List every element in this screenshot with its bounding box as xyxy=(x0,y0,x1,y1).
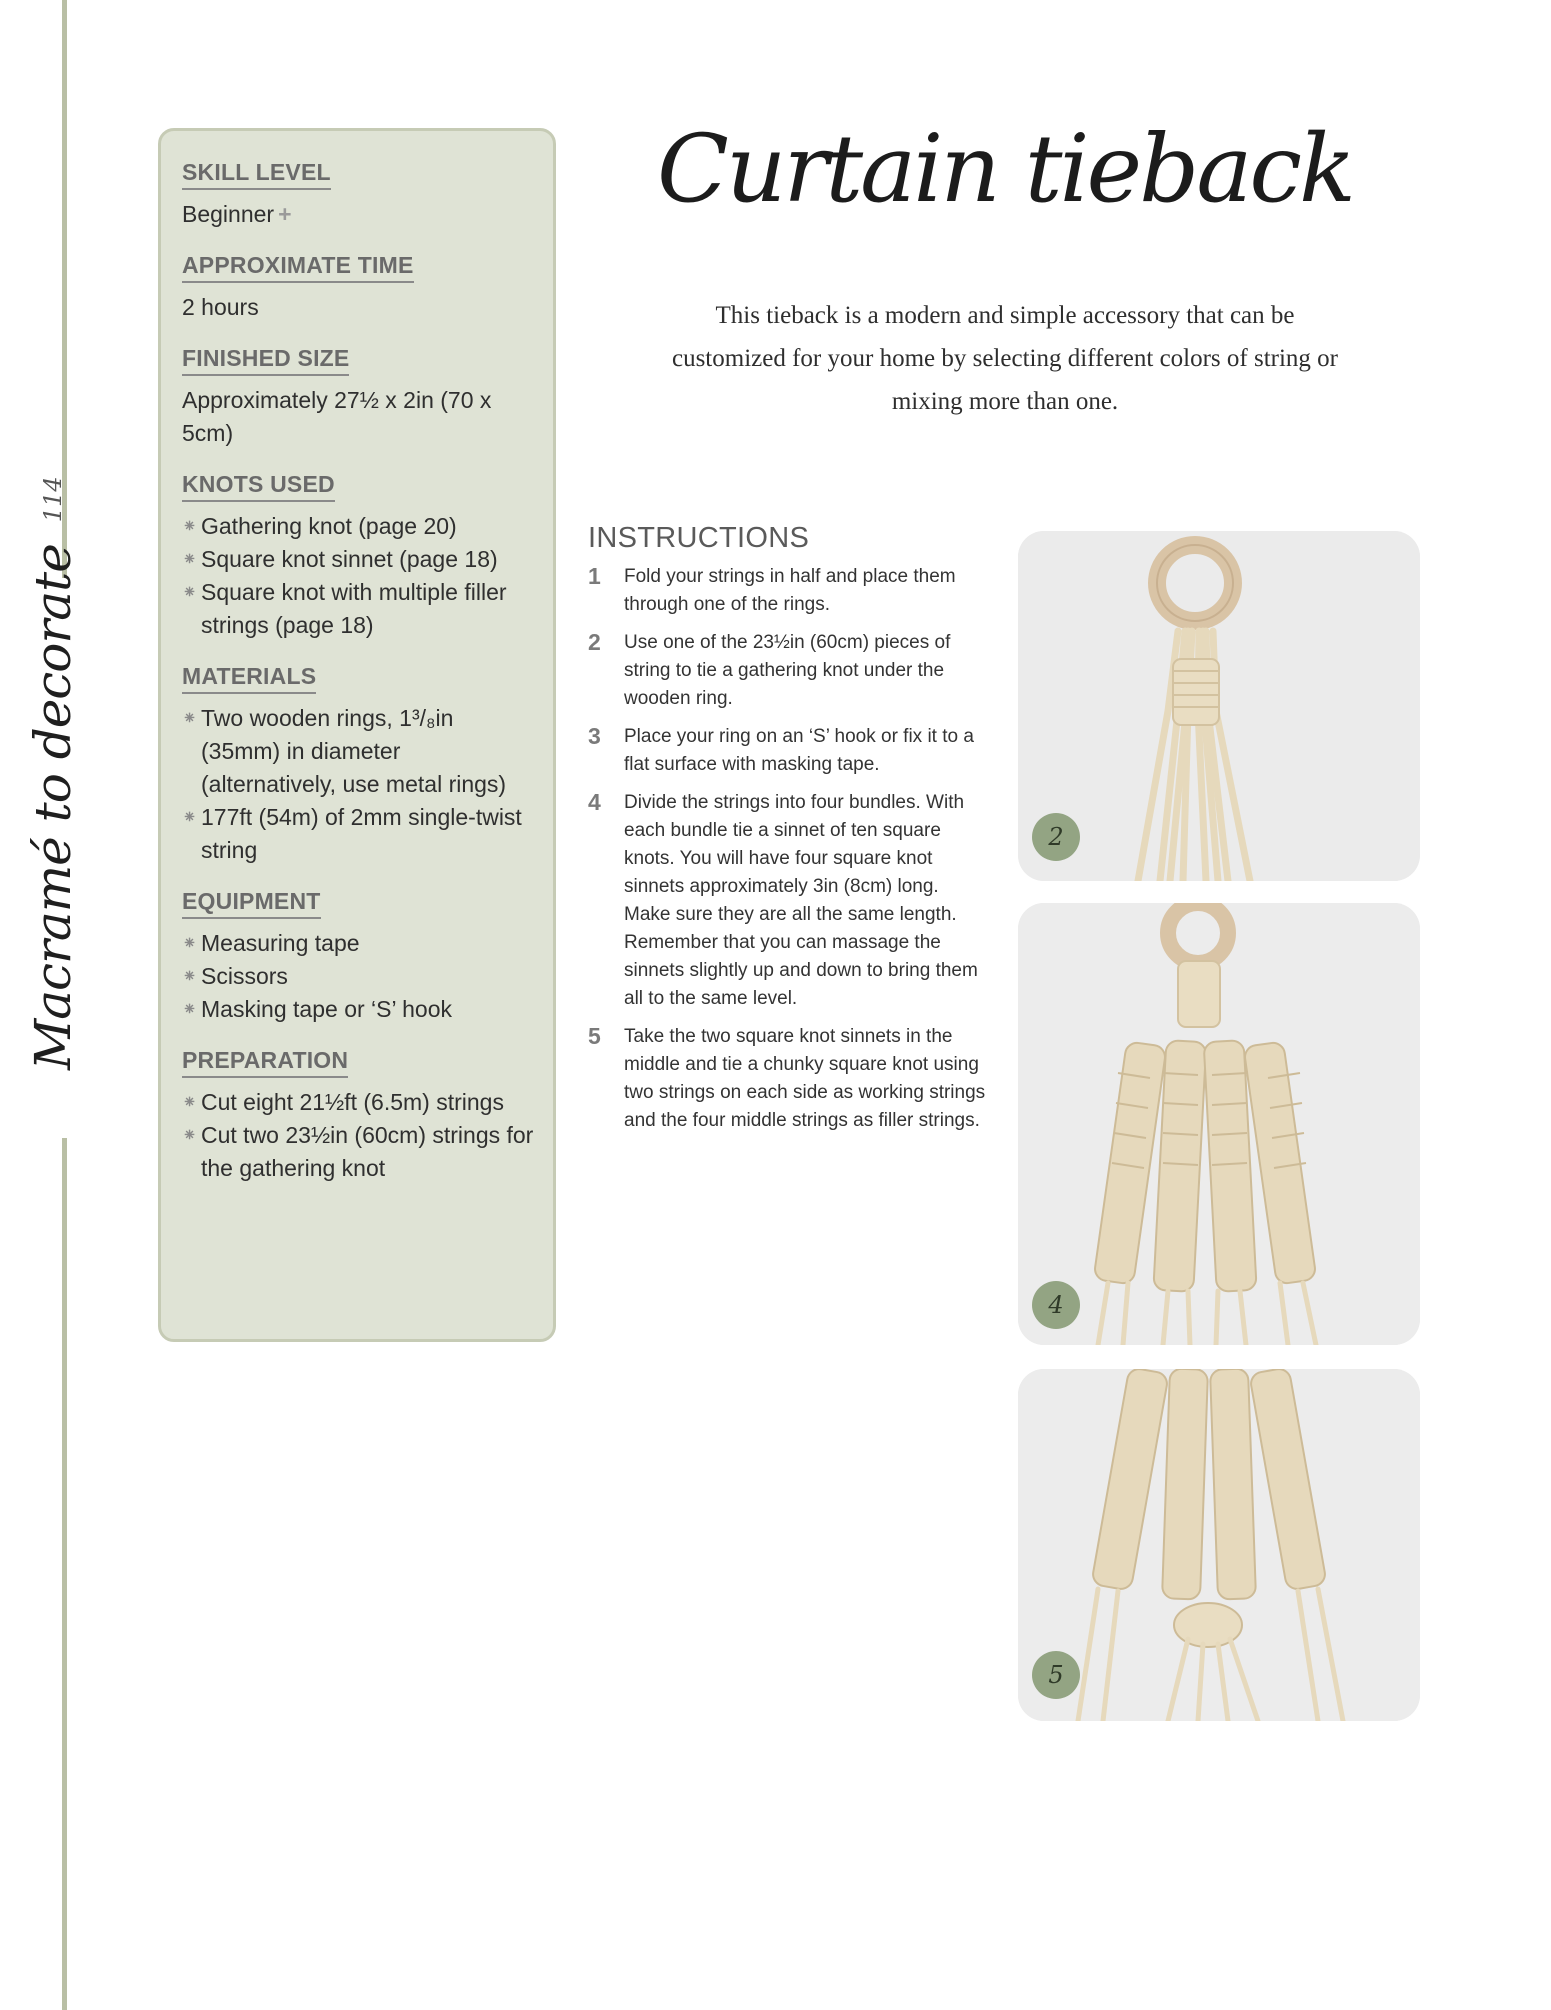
step-text: Take the two square knot sinnets in the middle and tie a chunky square knot using two strings on each side as working strings and the four middle strings as filler strings. xyxy=(624,1026,986,1131)
step-photo-4 xyxy=(1018,903,1420,1345)
step-badge: 5 xyxy=(1032,1651,1080,1699)
list-item: ⁕ 177ft (54m) of 2mm single-twist string xyxy=(182,801,537,867)
step-text: Use one of the 23½in (60cm) pieces of string to tie a gathering knot under the wooden ring. xyxy=(624,632,951,709)
project-info-panel xyxy=(158,128,556,1342)
materials-heading: MATERIALS xyxy=(182,663,316,694)
knots-used-section xyxy=(182,471,537,642)
instruction-step xyxy=(588,629,988,713)
materials-list xyxy=(182,702,537,867)
step-number: 3 xyxy=(588,723,601,749)
step-badge: 4 xyxy=(1032,1281,1080,1329)
list-item: ⁕ Cut eight 21½ft (6.5m) strings xyxy=(182,1086,537,1119)
instruction-step xyxy=(588,1023,988,1135)
step-photo-2 xyxy=(1018,531,1420,881)
plus-icon: + xyxy=(278,201,292,227)
instructions-heading: INSTRUCTIONS xyxy=(588,522,810,554)
list-item: ⁕ Scissors xyxy=(182,960,537,993)
preparation-list xyxy=(182,1086,537,1185)
materials-section xyxy=(182,663,537,867)
equipment-heading: EQUIPMENT xyxy=(182,888,321,919)
step-text: Place your ring on an ‘S’ hook or fix it to a flat surface with masking tape. xyxy=(624,726,974,775)
knots-used-heading: KNOTS USED xyxy=(182,471,335,502)
square-knot-sinnets-illustration xyxy=(1018,903,1420,1345)
approximate-time-value: 2 hours xyxy=(182,294,259,320)
skill-level-value xyxy=(182,198,537,231)
step-number: 4 xyxy=(588,789,601,815)
list-item: ⁕ Gathering knot (page 20) xyxy=(182,510,537,543)
preparation-heading: PREPARATION xyxy=(182,1047,348,1078)
instructions-section xyxy=(588,522,988,1145)
preparation-section xyxy=(182,1047,537,1185)
skill-level-section xyxy=(182,159,537,231)
list-item: ⁕ Measuring tape xyxy=(182,927,537,960)
equipment-list xyxy=(182,927,537,1026)
list-item: ⁕ Square knot sinnet (page 18) xyxy=(182,543,537,576)
page-number: 114 xyxy=(39,476,67,523)
equipment-section xyxy=(182,888,537,1026)
list-item: ⁕ Masking tape or ‘S’ hook xyxy=(182,993,537,1026)
approximate-time-section xyxy=(182,252,537,324)
step-text: Fold your strings in half and place them through one of the rings. xyxy=(624,566,956,615)
list-item: ⁕ Two wooden rings, 1³/₈in (35mm) in diameter (alternatively, use metal rings) xyxy=(182,702,537,801)
step-text: Divide the strings into four bundles. With each bundle tie a sinnet of ten square knots. You will have four square knot sinnets approximately 3in (8cm) long. Make sure they are all the same length. Remember that you can massage the sinnets slightly up and down to bring them all to the same level. xyxy=(624,792,978,1009)
step-number: 5 xyxy=(588,1023,601,1049)
finished-size-value: Approximately 27½ x 2in (70 x 5cm) xyxy=(182,387,492,446)
step-badge: 2 xyxy=(1032,813,1080,861)
list-item: ⁕ Square knot with multiple filler strings (page 18) xyxy=(182,576,537,642)
skill-level-heading: SKILL LEVEL xyxy=(182,159,331,190)
margin-rule-bottom xyxy=(62,1138,67,2010)
knots-used-list xyxy=(182,510,537,642)
running-head xyxy=(8,476,98,1070)
instruction-step xyxy=(588,563,988,619)
list-item: ⁕ Cut two 23½in (60cm) strings for the gathering knot xyxy=(182,1119,537,1185)
step-photo-5 xyxy=(1018,1369,1420,1721)
skill-level-text: Beginner xyxy=(182,201,275,227)
instruction-step xyxy=(588,723,988,779)
step-number: 1 xyxy=(588,563,601,589)
intro-paragraph: This tieback is a modern and simple accessory that can be customized for your home by selecting different colors of string or mixing more than one. xyxy=(671,302,1339,415)
step-number: 2 xyxy=(588,629,601,655)
instruction-steps xyxy=(588,563,988,1135)
page-title: Curtain tieback xyxy=(657,115,1353,224)
approximate-time-heading: APPROXIMATE TIME xyxy=(182,252,414,283)
finished-size-section xyxy=(182,345,537,450)
finished-size-heading: FINISHED SIZE xyxy=(182,345,349,376)
instruction-step xyxy=(588,789,988,1013)
section-title: Macramé to decorate xyxy=(24,544,82,1070)
